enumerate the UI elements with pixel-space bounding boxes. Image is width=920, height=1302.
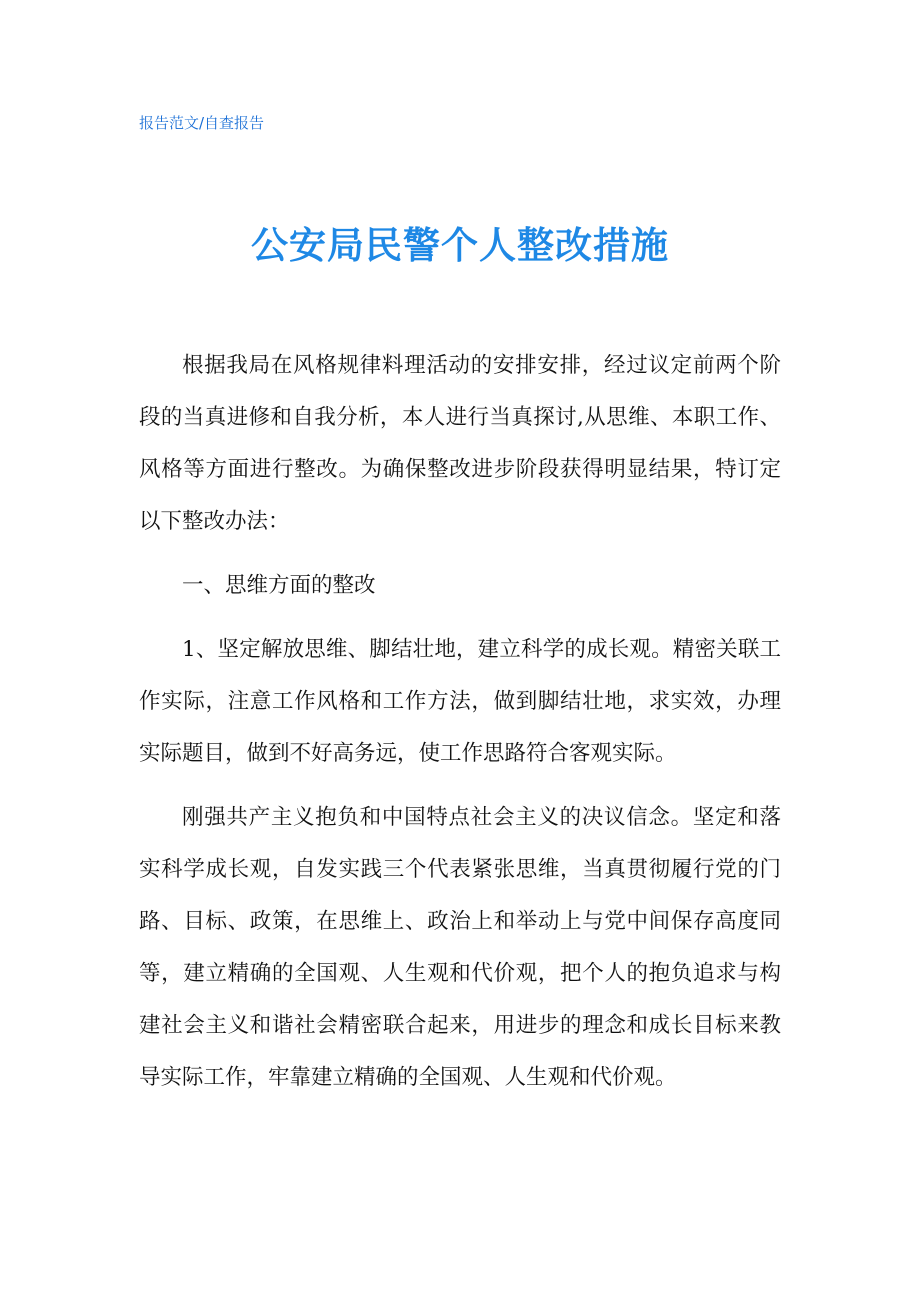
breadcrumb[interactable]: 报告范文/自查报告 [139,114,265,132]
paragraph-belief: 刚强共产主义抱负和中国特点社会主义的决议信念。坚定和落实科学成长观，自发实践三个代表紧张思维，当真贯彻履行党的门路、目标、政策，在思维上、政治上和举动上与党中间保存高度同等，建立精确的全国观、人生观和代价观，把个人的抱负追求与构建社会主义和谐社会精密联合起来，用进步的理念和成长目标来教导实际工作，牢靠建立精确的全国观、人生观和代价观。 [139,805,781,1090]
document-body [139,340,781,1104]
paragraph-intro: 根据我局在风格规律料理活动的安排安排，经过议定前两个阶段的当真进修和自我分析，本人进行当真探讨,从思维、本职工作、风格等方面进行整改。为确保整改进步阶段获得明显结果，特订定以下整改办法： [139,353,781,534]
paragraph-item-1: 1、坚定解放思维、脚结壮地，建立科学的成长观。精密关联工作实际，注意工作风格和工作方法，做到脚结壮地，求实效，办理实际题目，做到不好高务远，使工作思路符合客观实际。 [139,637,781,766]
page-title: 公安局民警个人整改措施 [251,224,669,267]
section-heading-thinking: 一、思维方面的整改 [182,573,376,598]
